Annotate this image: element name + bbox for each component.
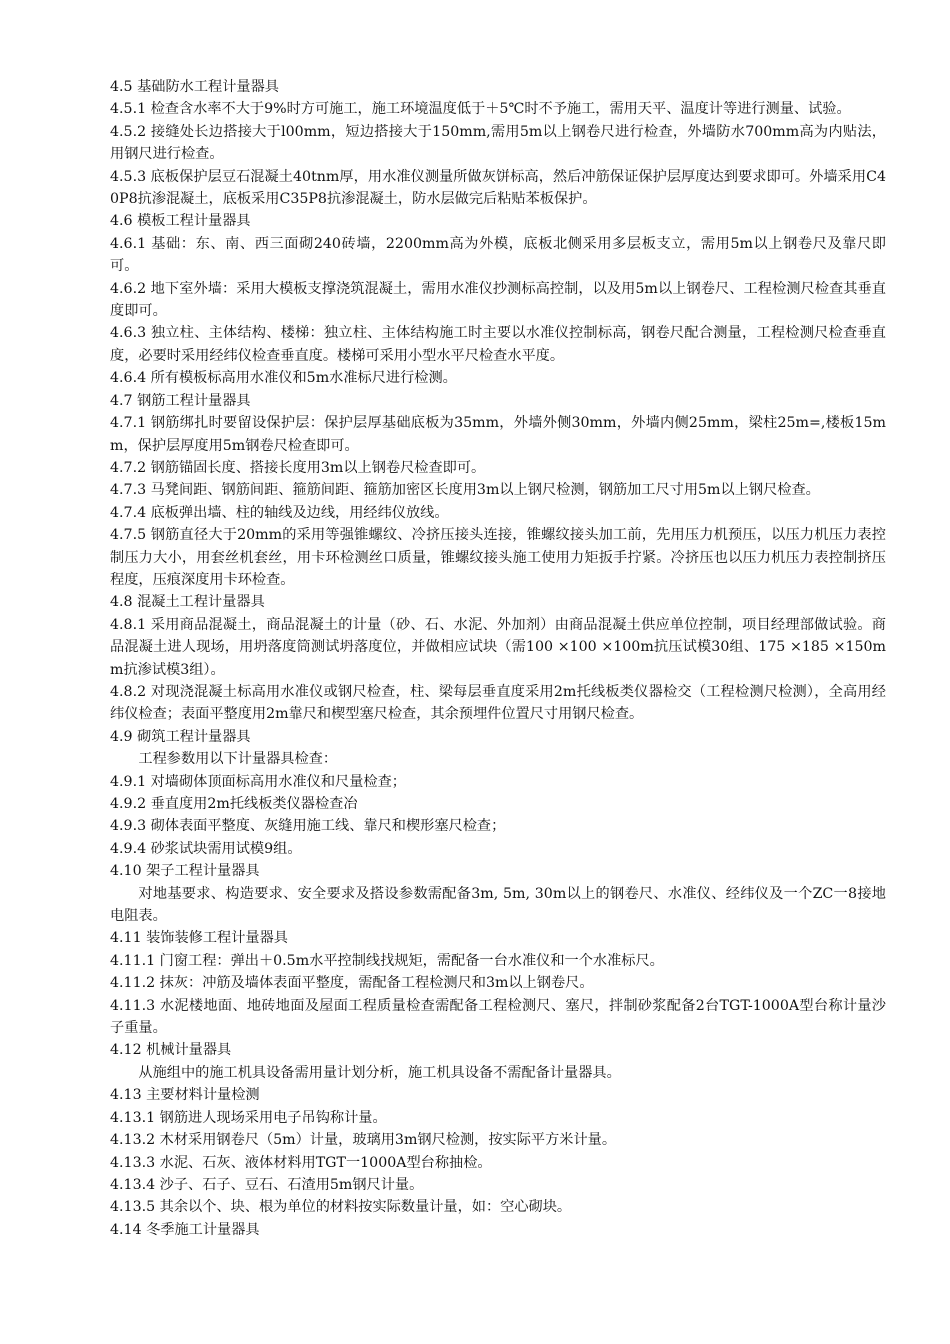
paragraph: 4.11.3 水泥楼地面、地砖地面及屋面工程质量检查需配备工程检测尺、塞尺，拌制砂浆配备2台TGT-1000A型台称计量沙子重量。	[110, 997, 886, 1037]
paragraph: 4.9.1 对墙砌体顶面标高用水准仪和尺量检查；	[110, 773, 406, 790]
section-heading: 4.5 基础防水工程计量器具	[110, 79, 279, 95]
paragraph: 对地基要求、构造要求、安全要求及搭设参数需配备3m, 5m, 30m以上的钢卷尺、水准仪、经纬仪及一个ZC一8接地电阻表。	[110, 885, 886, 925]
paragraph: 4.9.4 砂浆试块需用试模9组。	[110, 840, 302, 857]
paragraph: 4.9.3 砌体表面平整度、灰缝用施工线、靠尺和楔形塞尺检查；	[110, 818, 506, 835]
paragraph: 4.13.4 沙子、石子、豆石、石渣用5m钢尺计量。	[110, 1176, 424, 1193]
section-heading: 4.6 模板工程计量器具	[110, 213, 251, 230]
paragraph: 4.7.3 马凳间距、钢筋间距、箍筋间距、箍筋加密区长度用3m以上钢尺检测，钢筋加工尺寸用5m以上钢尺检查。	[110, 482, 820, 499]
paragraph: 4.9.2 垂直度用2m托线板类仪器检查冶	[110, 796, 358, 812]
paragraph: 4.13.3 水泥、石灰、液体材料用TGT一1000A型台称抽检。	[110, 1154, 492, 1171]
paragraph: 4.13.1 钢筋进人现场采用电子吊钩称计量。	[110, 1109, 387, 1126]
paragraph: 4.7.2 钢筋锚固长度、搭接长度用3m以上钢卷尺检查即可。	[110, 459, 486, 476]
paragraph: 4.5.2 接缝处长边搭接大于l00mm，短边搭接大于150mm,需用5m以上钢卷尺进行检查，外墙防水700mm高为内贴法，用钢尺进行检查。	[110, 123, 886, 163]
paragraph: 工程参数用以下计量器具检查：	[138, 751, 338, 768]
paragraph: 4.13.5 其余以个、块、根为单位的材料按实际数量计量，如：空心砌块。	[110, 1199, 572, 1216]
paragraph: 4.6.4 所有模板标高用水准仪和5m水准标尺进行检测。	[110, 370, 457, 387]
paragraph: 4.5.3 底板保护层豆石混凝土40tnm厚，用水准仪测量所做灰饼标高，然后冲筋保证保护层厚度达到要求即可。外墙采用C40P8抗渗混凝土，底板采用C35P8抗渗混凝土，防水层做完后粘贴苯板保护。	[110, 168, 886, 208]
paragraph: 4.6.1 基础：东、南、西三面砌240砖墙，2200mm高为外模，底板北侧采用多层板支立，需用5m以上钢卷尺及靠尺即可。	[110, 235, 886, 275]
section-heading: 4.10 架子工程计量器具	[110, 863, 260, 880]
paragraph: 4.13.2 木材采用钢卷尺（5m）计量，玻璃用3m钢尺检测，按实际平方米计量。	[110, 1132, 617, 1149]
paragraph: 4.11.2 抹灰：冲筋及墙体表面平整度，需配备工程检测尺和3m以上钢卷尺。	[110, 975, 594, 992]
paragraph: 4.8.2 对现浇混凝土标高用水准仪或钢尺检查，柱、梁每层垂直度采用2m托线板类仪器检交（工程检测尺检测），全高用经纬仪检查；表面平整度用2m靠尺和楔型塞尺检查，其余预埋件位置尺寸用钢尺检查。	[110, 683, 886, 723]
section-heading: 4.8 混凝土工程计量器具	[110, 594, 265, 611]
section-heading: 4.13 主要材料计量检测	[110, 1087, 260, 1104]
section-heading: 4.14 冬季施工计量器具	[110, 1221, 260, 1238]
paragraph: 4.11.1 门窗工程：弹出＋0.5m水平控制线找规矩，需配备一台水准仪和一个水准标尺。	[110, 952, 664, 969]
paragraph: 4.5.1 检查含水率不大于9%时方可施工，施工环境温度低于＋5℃时不予施工，需用天平、温度计等进行测量、试验。	[110, 101, 851, 118]
paragraph: 从施组中的施工机具设备需用量计划分析，施工机具设备不需配备计量器具。	[138, 1064, 621, 1081]
paragraph: 4.7.1 钢筋绑扎时要留设保护层：保护层厚基础底板为35mm，外墙外侧30mm，外墙内侧25mm，梁柱25m=,楼板15mm，保护层厚度用5m钢卷尺检查即可。	[110, 415, 886, 454]
paragraph: 4.8.1 采用商品混凝土，商品混凝土的计量（砂、石、水泥、外加剂）由商品混凝土供应单位控制，项目经理部做试验。商品混凝土进人现场，用坍落度筒测试坍落度位，并做相应试块（需100 ×100 ×100m抗压试模30组、175 ×185 ×150mm抗渗试模3组）。	[110, 616, 886, 678]
section-heading: 4.12 机械计量器具	[110, 1042, 232, 1059]
paragraph: 4.7.5 钢筋直径大于20mm的采用等强锥螺纹、冷挤压接头连接，锥螺纹接头加工前，先用压力机预压，以压力机压力表控制压力大小，用套丝机套丝，用卡环检测丝口质量，锥螺纹接头施工使用力矩扳手拧紧。冷挤压也以压力机压力表控制挤压程度，压痕深度用卡环检查。	[110, 527, 886, 588]
section-heading: 4.9 砌筑工程计量器具	[110, 728, 251, 745]
paragraph: 4.6.2 地下室外墙：采用大模板支撑浇筑混凝土，需用水准仪抄测标高控制，以及用5m以上钢卷尺、工程检测尺检查其垂直度即可。	[110, 280, 886, 320]
paragraph: 4.7.4 底板弹出墙、柱的轴线及边线，用经纬仪放线。	[110, 504, 449, 521]
paragraph: 4.6.3 独立柱、主体结构、楼梯：独立柱、主体结构施工时主要以水准仪控制标高，钢卷尺配合测量，工程检测尺检查垂直度，必要时采用经纬仪检查垂直度。楼梯可采用小型水平尺检查水平度。	[110, 325, 886, 364]
document-body	[110, 76, 886, 1241]
section-heading: 4.7 钢筋工程计量器具	[110, 392, 251, 409]
section-heading: 4.11 装饰装修工程计量器具	[110, 930, 288, 947]
